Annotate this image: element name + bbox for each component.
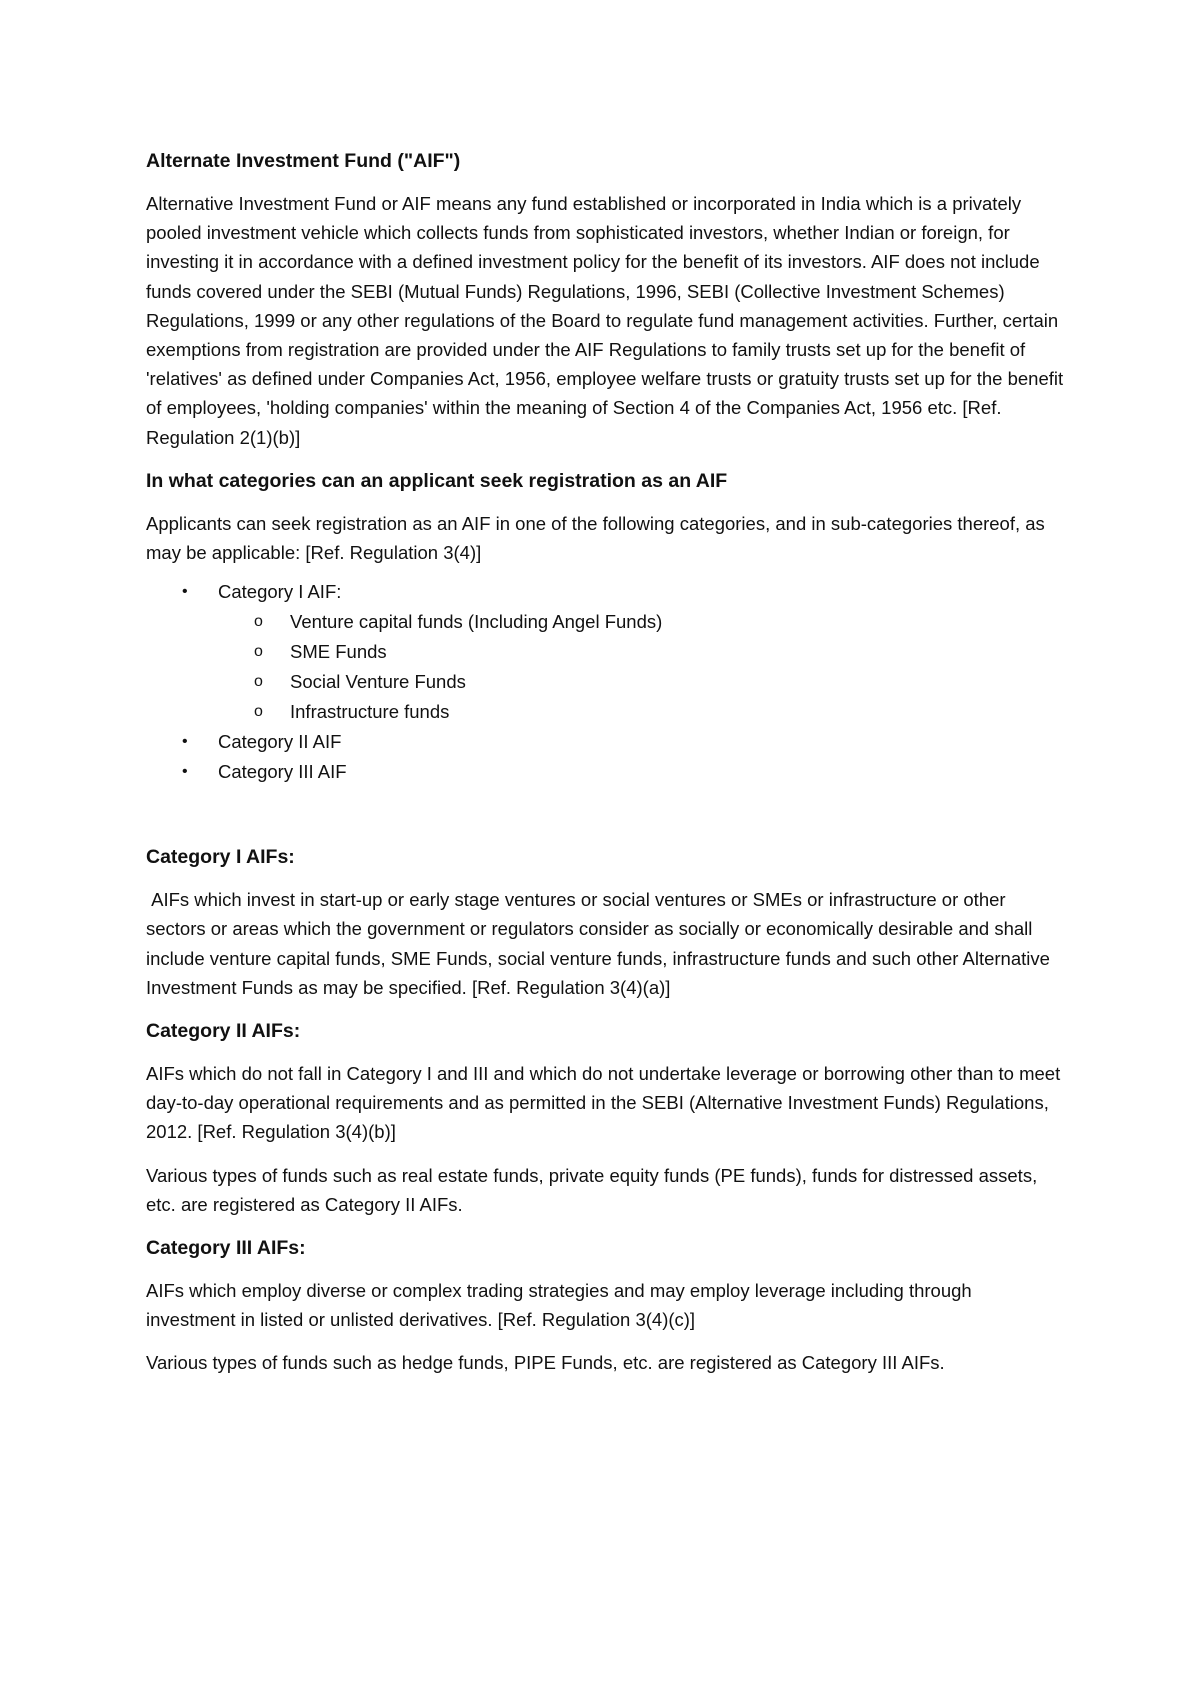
bullet-icon: • bbox=[182, 763, 188, 781]
sub-list-item bbox=[218, 607, 1066, 637]
category-3-heading: Category III AIFs: bbox=[146, 1237, 306, 1260]
list-item bbox=[146, 577, 1066, 727]
aif-definition-paragraph: Alternative Investment Fund or AIF means any fund established or incorporated in India which is a privately pooled investment vehicle which collects funds from sophisticated investors, whether Indian or foreign, for investing it in accordance with a defined investment policy for the benefit of its investors. AIF does not include funds covered under the SEBI (Mutual Funds) Regulations, 1996, SEBI (Collective Investment Schemes) Regulations, 1999 or any other regulations of the Board to regulate fund management activities. Further, certain exemptions from registration are provided under the AIF Regulations to family trusts set up for the benefit of 'relatives' as defined under Companies Act, 1956, employee welfare trusts or gratuity trusts set up for the benefit of employees, 'holding companies' within the meaning of Section 4 of the Companies Act, 1956 etc. [Ref. Regulation 2(1)(b)] bbox=[146, 193, 1064, 448]
bullet-icon: • bbox=[182, 733, 188, 751]
category-1-paragraph: AIFs which invest in start-up or early stage ventures or social ventures or SMEs or infrastructure or other sectors or areas which the government or regulators consider as socially or economically desirable and shall include venture capital funds, SME Funds, social venture funds, infrastructure funds and such other Alternative Investment Funds as may be specified. [Ref. Regulation 3(4)(a)] bbox=[146, 889, 1056, 998]
list-item-label: Category I AIF: bbox=[218, 581, 342, 603]
category-1-heading: Category I AIFs: bbox=[146, 846, 295, 869]
category-list bbox=[146, 577, 1066, 787]
sub-list-item-label: SME Funds bbox=[290, 641, 387, 663]
vertical-spacer bbox=[146, 787, 1066, 842]
list-item bbox=[146, 757, 1066, 787]
sub-list-item-label: Infrastructure funds bbox=[290, 701, 450, 723]
sub-list-item bbox=[218, 667, 1066, 697]
list-item-label: Category II AIF bbox=[218, 731, 342, 753]
circle-bullet-icon: o bbox=[254, 673, 263, 691]
aif-definition-heading: Alternate Investment Fund ("AIF") bbox=[146, 150, 461, 172]
category-3-paragraph: AIFs which employ diverse or complex trading strategies and may employ leverage including through investment in listed or unlisted derivatives. [Ref. Regulation 3(4)(c)] bbox=[146, 1280, 972, 1331]
circle-bullet-icon: o bbox=[254, 643, 263, 661]
registration-categories-paragraph: Applicants can seek registration as an AIF in one of the following categories, and in sub-categories thereof, as may be applicable: [Ref. Regulation 3(4)] bbox=[146, 512, 1045, 564]
list-item-label: Category III AIF bbox=[218, 761, 347, 783]
circle-bullet-icon: o bbox=[254, 613, 263, 631]
category-2-paragraph: AIFs which do not fall in Category I and III and which do not undertake leverage or borrowing other than to meet day-to-day operational requirements and as permitted in the SEBI (Alternative Investment Funds) Regulations, 2012. [Ref. Regulation 3(4)(b)] bbox=[146, 1063, 1061, 1143]
sub-list-item bbox=[218, 637, 1066, 667]
registration-categories-heading: In what categories can an applicant seek registration as an AIF bbox=[146, 469, 728, 492]
sub-category-list bbox=[218, 607, 1066, 727]
category-2-heading: Category II AIFs: bbox=[146, 1020, 301, 1043]
sub-list-item-label: Venture capital funds (Including Angel Funds) bbox=[290, 611, 663, 633]
document-page bbox=[146, 146, 1066, 1378]
sub-list-item bbox=[218, 697, 1066, 727]
category-2-examples-paragraph: Various types of funds such as real estate funds, private equity funds (PE funds), funds for distressed assets, etc. are registered as Category II AIFs. bbox=[146, 1164, 1038, 1215]
category-3-examples-paragraph: Various types of funds such as hedge funds, PIPE Funds, etc. are registered as Category III AIFs. bbox=[146, 1352, 945, 1374]
sub-list-item-label: Social Venture Funds bbox=[290, 671, 466, 693]
bullet-icon: • bbox=[182, 583, 188, 601]
list-item bbox=[146, 727, 1066, 757]
circle-bullet-icon: o bbox=[254, 703, 263, 721]
